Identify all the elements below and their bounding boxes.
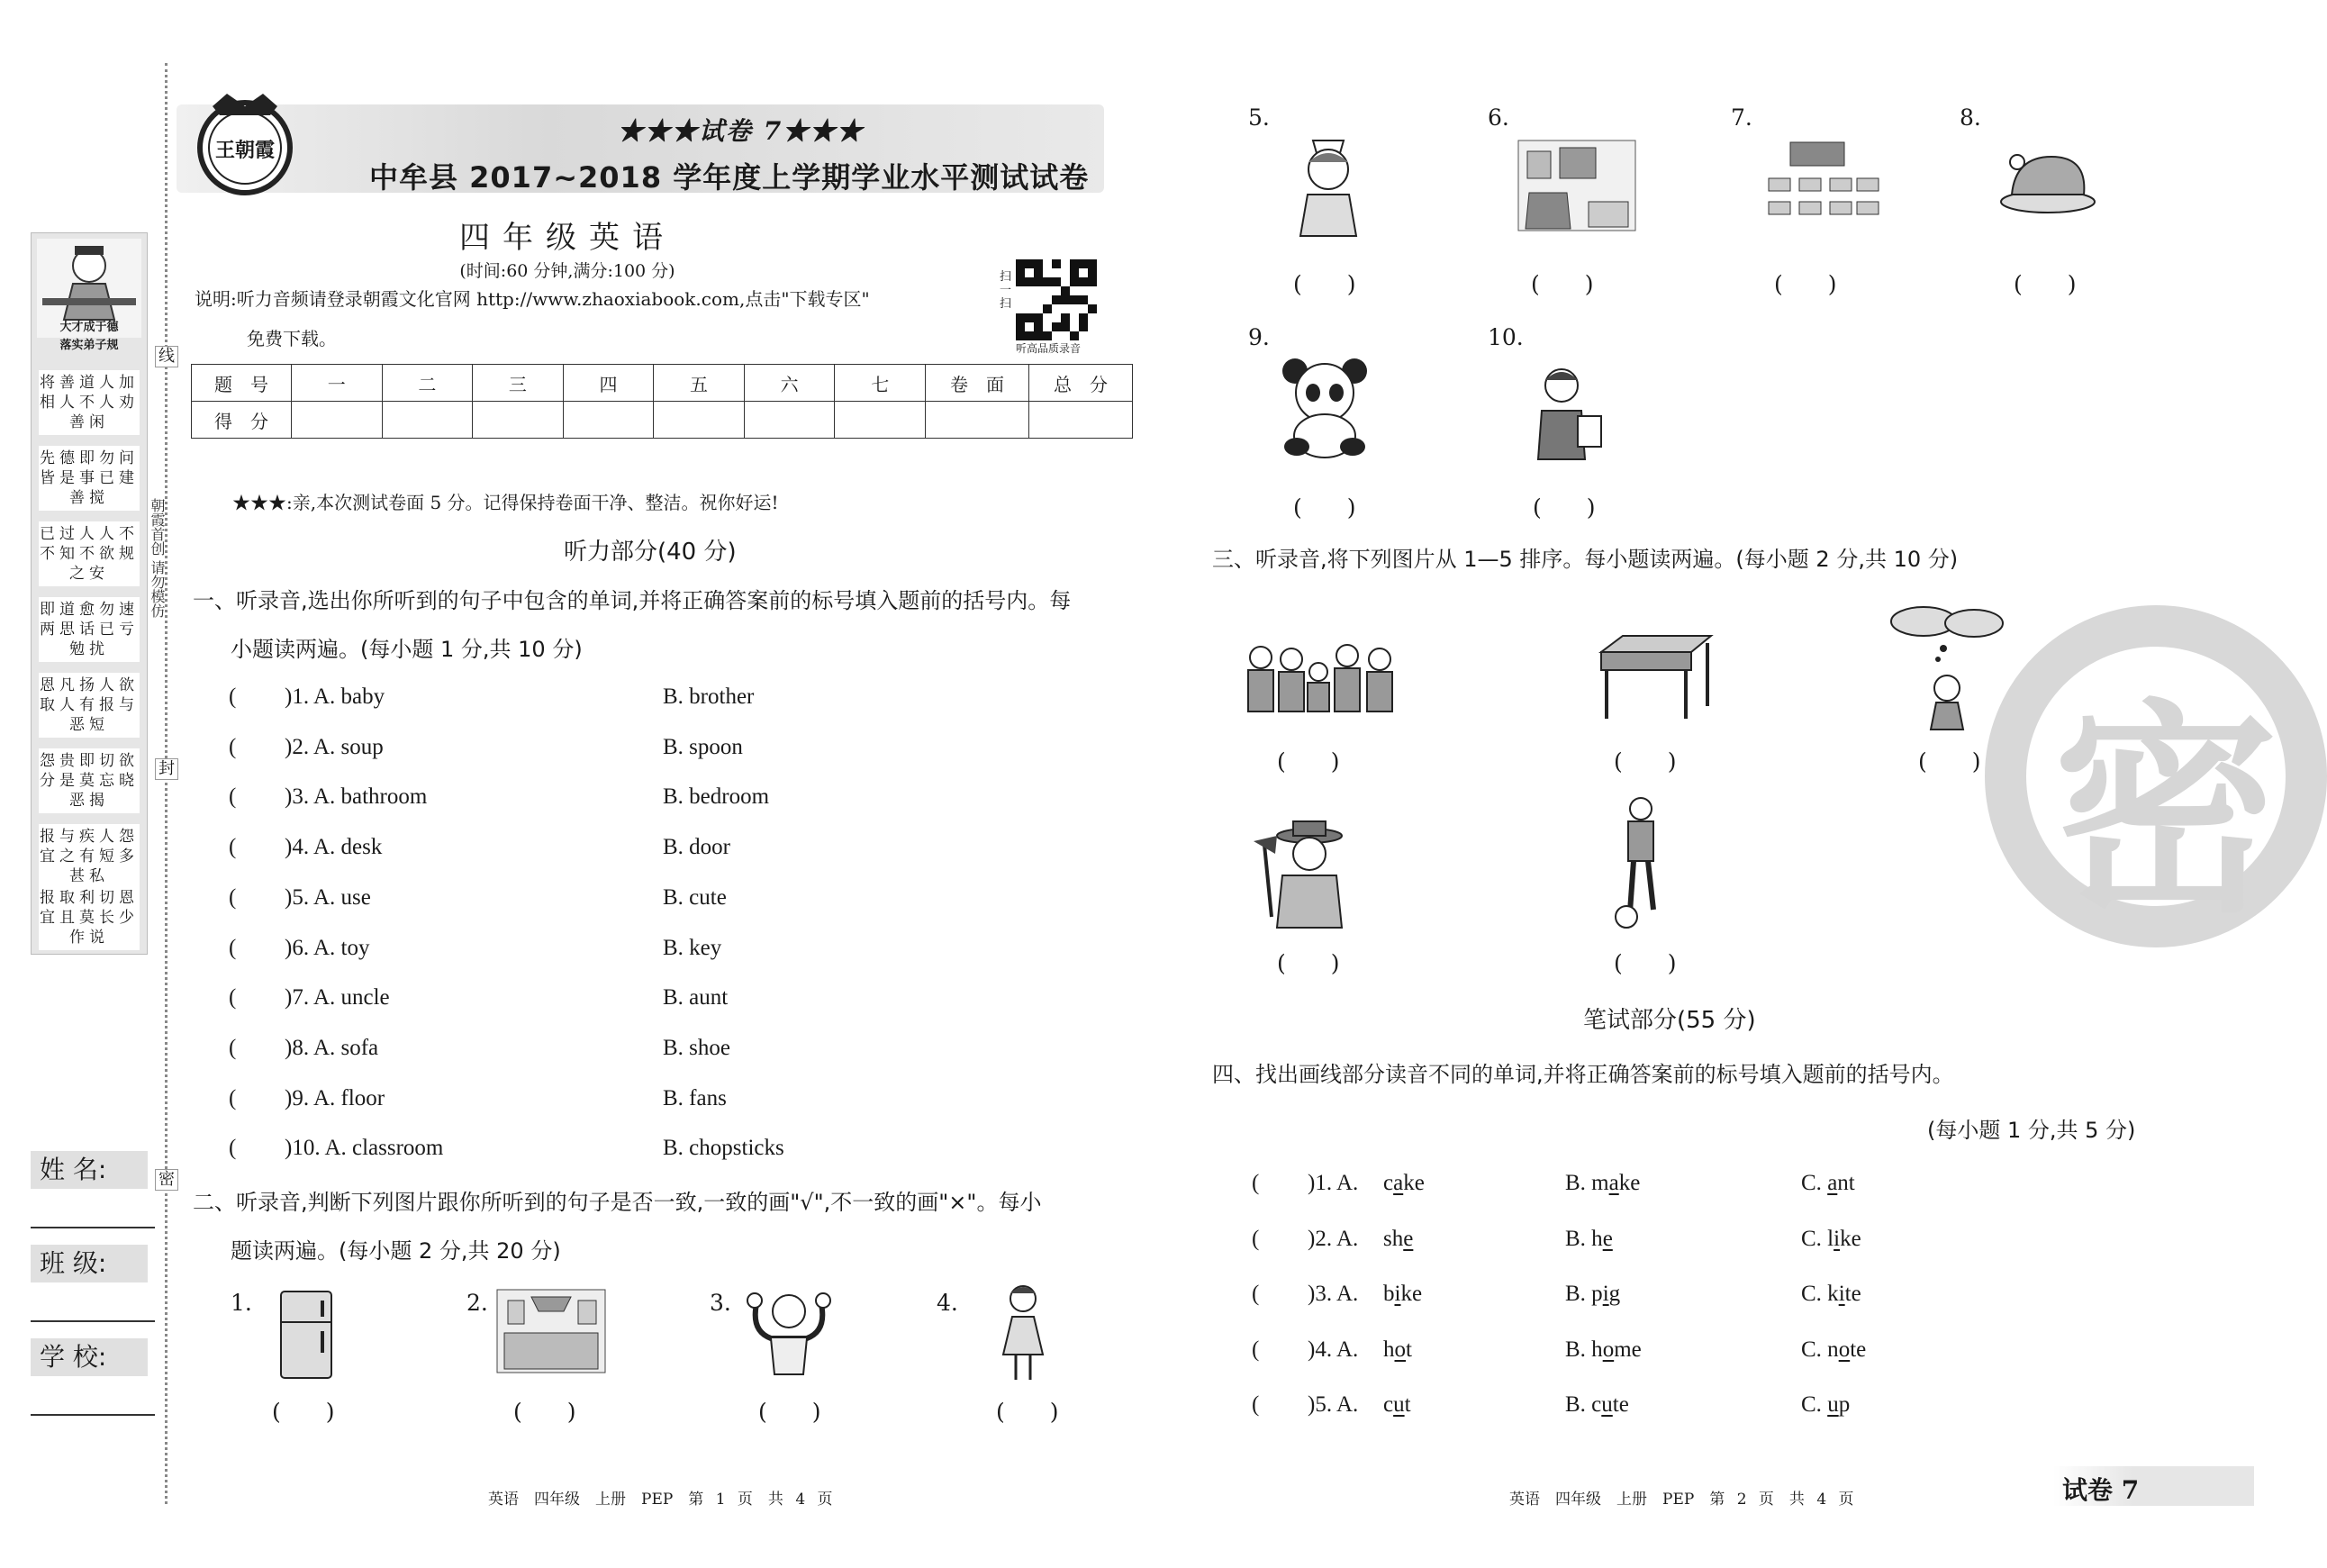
option-b [1565,1171,1640,1196]
score-table [191,364,1133,439]
underlined-letters: i [1834,1226,1841,1251]
secret-watermark-char: 密 [2053,681,2278,943]
table-row [0,1086,1135,1119]
option-b [1565,1282,1620,1307]
section-1-line-2: 小题读两遍。(每小题 1 分,共 10 分) [231,637,583,662]
family-picture [1241,641,1405,717]
word-part: B. m [1565,1171,1609,1195]
option-a [1383,1337,1412,1363]
farmer-picture [1246,818,1372,933]
section-2-line-1: 二、听录音,判断下列图片跟你所听到的句子是否一致,一致的画"√",不一致的画"×"。每小 [193,1190,1042,1215]
word-part: C. l [1801,1226,1834,1251]
answer-blank[interactable]: ( ) [996,1399,1059,1425]
time-info: (时间:60 分钟,满分:100 分) [459,261,675,281]
nurse-picture [1288,131,1369,241]
table-row [0,735,1135,767]
picture-number: 4. [937,1290,958,1316]
picture-number: 3. [710,1290,731,1316]
word-part: sh [1383,1226,1404,1251]
table-row [0,1036,1135,1068]
question-option-b: B. door [663,835,730,860]
score-row-label: 得 分 [192,402,292,439]
word-part: c [1383,1392,1394,1417]
answer-paren[interactable]: ( [1252,1392,1260,1417]
picture-number: 5. [1248,104,1270,131]
table-row [0,835,1135,867]
option-number: )2. A. [1308,1226,1359,1251]
option-a [1383,1227,1413,1252]
instructions-line-2: 免费下载。 [247,328,337,349]
score-cell: 一 [292,365,383,402]
word-part: B. c [1565,1392,1602,1417]
proverb-caption-2: 落实弟子规 [59,339,119,352]
score-cell: 四 [563,365,654,402]
word-part: t [1406,1337,1412,1362]
margin-tag-line: 线 [155,346,178,367]
word-part: c [1383,1171,1394,1195]
instructions-line-1: 说明:听力音频请登录朝霞文化官网 http://www.zhaoxiabook.com,点击"下载专区" [195,288,870,310]
answer-paren[interactable]: ( [1252,1171,1260,1195]
question-option-a: )6. A. toy [285,935,370,960]
answer-paren[interactable]: ( [229,1085,237,1110]
answer-blank[interactable]: ( ) [1293,271,1356,297]
publisher-logo [195,88,295,200]
score-cell: 三 [473,365,564,402]
table-row [0,1392,2254,1425]
answer-blank[interactable]: ( ) [272,1399,335,1425]
answer-paren[interactable]: ( [1252,1337,1260,1362]
table-row [0,1337,2254,1370]
option-number: )1. A. [1308,1171,1359,1195]
word-part: B. p [1565,1282,1603,1306]
answer-paren[interactable]: ( [229,734,237,759]
exam-title: 中牟县 2017~2018 学年度上学期学业水平测试试卷 [369,160,1090,195]
question-option-b: B. spoon [663,734,743,759]
score-cell: 六 [744,365,835,402]
word-part: ke [1618,1171,1641,1195]
score-table-score-row [192,402,1133,439]
table-row [0,1171,2254,1203]
table-row [0,1227,2254,1259]
section-1-line-1: 一、听录音,选出你所听到的句子中包含的单词,并将正确答案前的标号填入题前的括号内。每 [193,588,1072,613]
qr-code-icon[interactable] [1016,259,1097,340]
option-c [1801,1282,1861,1307]
score-table-header-row [192,365,1133,402]
good-luck-hint: ★★★:亲,本次测试卷面 5 分。记得保持卷面干净、整洁。祝你好运! [232,492,779,513]
score-input-cell[interactable] [835,402,926,439]
score-input-cell[interactable] [654,402,745,439]
underlined-letters: u [1601,1392,1613,1417]
section-4-points: (每小题 1 分,共 5 分) [1927,1118,2136,1143]
answer-paren[interactable]: ( [229,835,237,860]
score-input-cell[interactable] [744,402,835,439]
question-option-a: )10. A. classroom [285,1136,444,1161]
word-part: ke [1403,1171,1425,1195]
picture-number: 8. [1960,104,1981,131]
section-2-line-2: 题读两遍。(每小题 2 分,共 20 分) [231,1238,561,1264]
option-number: )4. A. [1308,1337,1359,1362]
question-option-a: )7. A. uncle [285,985,390,1011]
underlined-letters: e [1602,1226,1613,1251]
table-row [0,985,1135,1018]
option-a [1383,1392,1411,1418]
logo-text: 王朝霞 [214,139,275,162]
answer-blank[interactable]: ( ) [1533,494,1596,521]
question-option-a: )9. A. floor [285,1085,385,1110]
picture-number: 6. [1488,104,1509,131]
section-3-instructions: 三、听录音,将下列图片从 1—5 排序。每小题读两遍。(每小题 2 分,共 10 分) [1212,547,1959,572]
option-number: )5. A. [1308,1392,1359,1417]
option-a [1383,1171,1425,1196]
underlined-letters: a [1827,1171,1838,1195]
underlined-letters: o [1602,1337,1615,1362]
question-option-b: B. chopsticks [663,1136,784,1161]
table-row [0,784,1135,817]
name-label: 姓 名: [31,1151,148,1189]
picture-number: 9. [1248,324,1270,350]
corner-paper-label: 试卷 7 [2062,1475,2140,1505]
proverb-group: 报取利切恩宜且莫长少作说 [39,885,140,950]
underlined-letters: u [1393,1392,1405,1417]
qr-side-caption: 扫一扫 [1000,270,1012,311]
score-input-cell[interactable] [563,402,654,439]
underlined-letters: a [1608,1171,1619,1195]
score-input-cell[interactable] [1029,402,1133,439]
proverb-group: 已过人人不不知不欲规之安 [39,521,140,586]
footer-page-1: 英语 四年级 上册 PEP 第 1 页 共 4 页 [488,1491,833,1509]
word-part: B. h [1565,1226,1603,1251]
answer-paren[interactable]: ( [229,684,237,709]
section-4-instructions: 四、找出画线部分读音不同的单词,并将正确答案前的标号填入题前的括号内。 [1212,1062,1954,1087]
football-player-picture [1608,794,1671,935]
option-c [1801,1337,1866,1363]
answer-blank[interactable]: ( ) [758,1399,821,1425]
score-input-cell[interactable] [473,402,564,439]
question-option-b: B. fans [663,1085,727,1110]
answer-blank[interactable]: ( ) [1531,271,1594,297]
question-option-a: )3. A. bathroom [285,784,428,810]
question-option-b: B. aunt [663,985,729,1011]
margin-tag-seal: 封 [155,758,178,780]
table-row [0,1136,1135,1168]
word-part: b [1383,1282,1395,1306]
option-number: )3. A. [1308,1282,1359,1306]
score-cell: 七 [835,365,926,402]
answer-paren[interactable]: ( [229,935,237,960]
score-cell: 卷 面 [926,365,1029,402]
answer-blank[interactable]: ( ) [2014,271,2077,297]
girl-thinking-food-picture [1888,603,2005,744]
proverb-group: 恩凡扬人欲取人有报与恶短 [39,673,140,738]
picture-number: 10. [1488,324,1524,350]
class-label: 班 级: [31,1245,148,1282]
option-b [1565,1337,1642,1363]
word-part: ke [1400,1282,1423,1306]
underlined-letters: a [1393,1171,1404,1195]
proverb-group: 即道愈勿速两思话已亏勉扰 [39,597,140,662]
answer-paren[interactable]: ( [229,985,237,1011]
underlined-letters: u [1827,1392,1839,1417]
question-option-a: )2. A. soup [285,734,384,759]
question-option-b: B. shoe [663,1035,730,1060]
margin-tag-secret: 密 [155,1169,178,1191]
instructions [195,279,987,358]
question-option-b: B. key [663,935,722,960]
answer-paren[interactable]: ( [1252,1226,1260,1251]
section-1-instructions [193,576,1147,674]
question-option-b: B. cute [663,884,727,910]
answer-blank[interactable]: ( ) [513,1399,576,1425]
option-c [1801,1227,1861,1252]
word-part: C. n [1801,1337,1839,1362]
word-part: B. h [1565,1337,1603,1362]
writing-section-title: 笔试部分(55 分) [1583,1007,1756,1034]
table-row [0,936,1135,968]
underlined-letters: o [1394,1337,1406,1362]
word-part: me [1614,1337,1642,1362]
question-option-a: )4. A. desk [285,835,383,860]
underlined-letters: e [1403,1226,1414,1251]
word-part: te [1850,1337,1867,1362]
score-cell: 二 [382,365,473,402]
table-row [0,885,1135,918]
question-option-a: )8. A. sofa [285,1035,379,1060]
word-part: g [1608,1282,1621,1306]
word-part: h [1383,1337,1395,1362]
chicken-picture [1997,144,2098,220]
answer-paren[interactable]: ( [229,1136,237,1161]
picture-number: 7. [1731,104,1752,131]
picture-number: 1. [231,1290,252,1316]
answer-paren[interactable]: ( [229,784,237,810]
desk-picture [1594,630,1716,724]
word-part: nt [1837,1171,1855,1195]
proverb-group: 先德即勿问皆是事已建善搅 [39,446,140,511]
table-row [0,684,1135,717]
question-option-b: B. bedroom [663,784,770,810]
paper-number: ★★★试卷 7★★★ [618,116,865,146]
answer-paren[interactable]: ( [1252,1282,1260,1306]
word-part: C. [1801,1171,1828,1195]
panda-picture [1277,357,1372,463]
answer-blank[interactable]: ( ) [1614,748,1677,775]
score-cell: 五 [654,365,745,402]
word-part: C. k [1801,1282,1839,1306]
footer-page-2: 英语 四年级 上册 PEP 第 2 页 共 4 页 [1509,1491,1854,1509]
listening-section-title: 听力部分(40 分) [564,539,737,566]
option-c [1801,1392,1850,1418]
answer-blank[interactable]: ( ) [1614,950,1677,976]
underlined-letters: i [1602,1282,1609,1306]
option-c [1801,1171,1855,1196]
proverb-group: 报与疾人怨宜之有短多甚私 [39,824,140,889]
score-cell: 总 分 [1029,365,1133,402]
option-b [1565,1227,1613,1252]
question-option-a: )1. A. baby [285,684,385,709]
word-part: te [1844,1282,1861,1306]
man-reading-picture [1531,362,1605,465]
answer-blank[interactable]: ( ) [1918,748,1981,775]
option-a [1383,1282,1422,1307]
table-row [0,1282,2254,1314]
proverb-caption-1: 大才成于德 [59,321,119,334]
class-line[interactable] [31,1320,155,1322]
option-b [1565,1392,1629,1418]
score-cell: 题 号 [192,365,292,402]
answer-paren[interactable]: ( [229,1035,237,1060]
answer-blank[interactable]: ( ) [1774,271,1837,297]
answer-blank[interactable]: ( ) [1293,494,1356,521]
score-input-cell[interactable] [382,402,473,439]
question-option-a: )5. A. use [285,884,371,910]
word-part: ke [1840,1226,1861,1251]
living-room-picture [1517,139,1637,236]
proverb-group: 怨贵即切欲分是莫忘晓恶揭 [39,748,140,813]
word-part: C. [1801,1392,1828,1417]
answer-paren[interactable]: ( [229,884,237,910]
question-option-b: B. brother [663,684,755,709]
underlined-letters: i [1394,1282,1401,1306]
word-part: t [1404,1392,1411,1417]
underlined-letters: o [1838,1337,1851,1362]
school-label: 学 校: [31,1338,148,1376]
word-part: te [1612,1392,1629,1417]
qr-caption: 听高品质录音 [1016,342,1082,355]
score-input-cell[interactable] [926,402,1029,439]
picture-number: 2. [466,1290,488,1316]
answer-blank[interactable]: ( ) [1277,748,1340,775]
word-part: p [1838,1392,1851,1417]
score-input-cell[interactable] [292,402,383,439]
underlined-letters: i [1838,1282,1845,1306]
margin-vertical-note: 朝霞首创 请勿模仿 [149,498,166,619]
classroom-picture [1763,139,1882,236]
subject-title: 四年级英语 [459,220,675,256]
answer-blank[interactable]: ( ) [1277,950,1340,976]
proverb-group: 将善道人加相人不人劝善闲 [39,370,140,435]
